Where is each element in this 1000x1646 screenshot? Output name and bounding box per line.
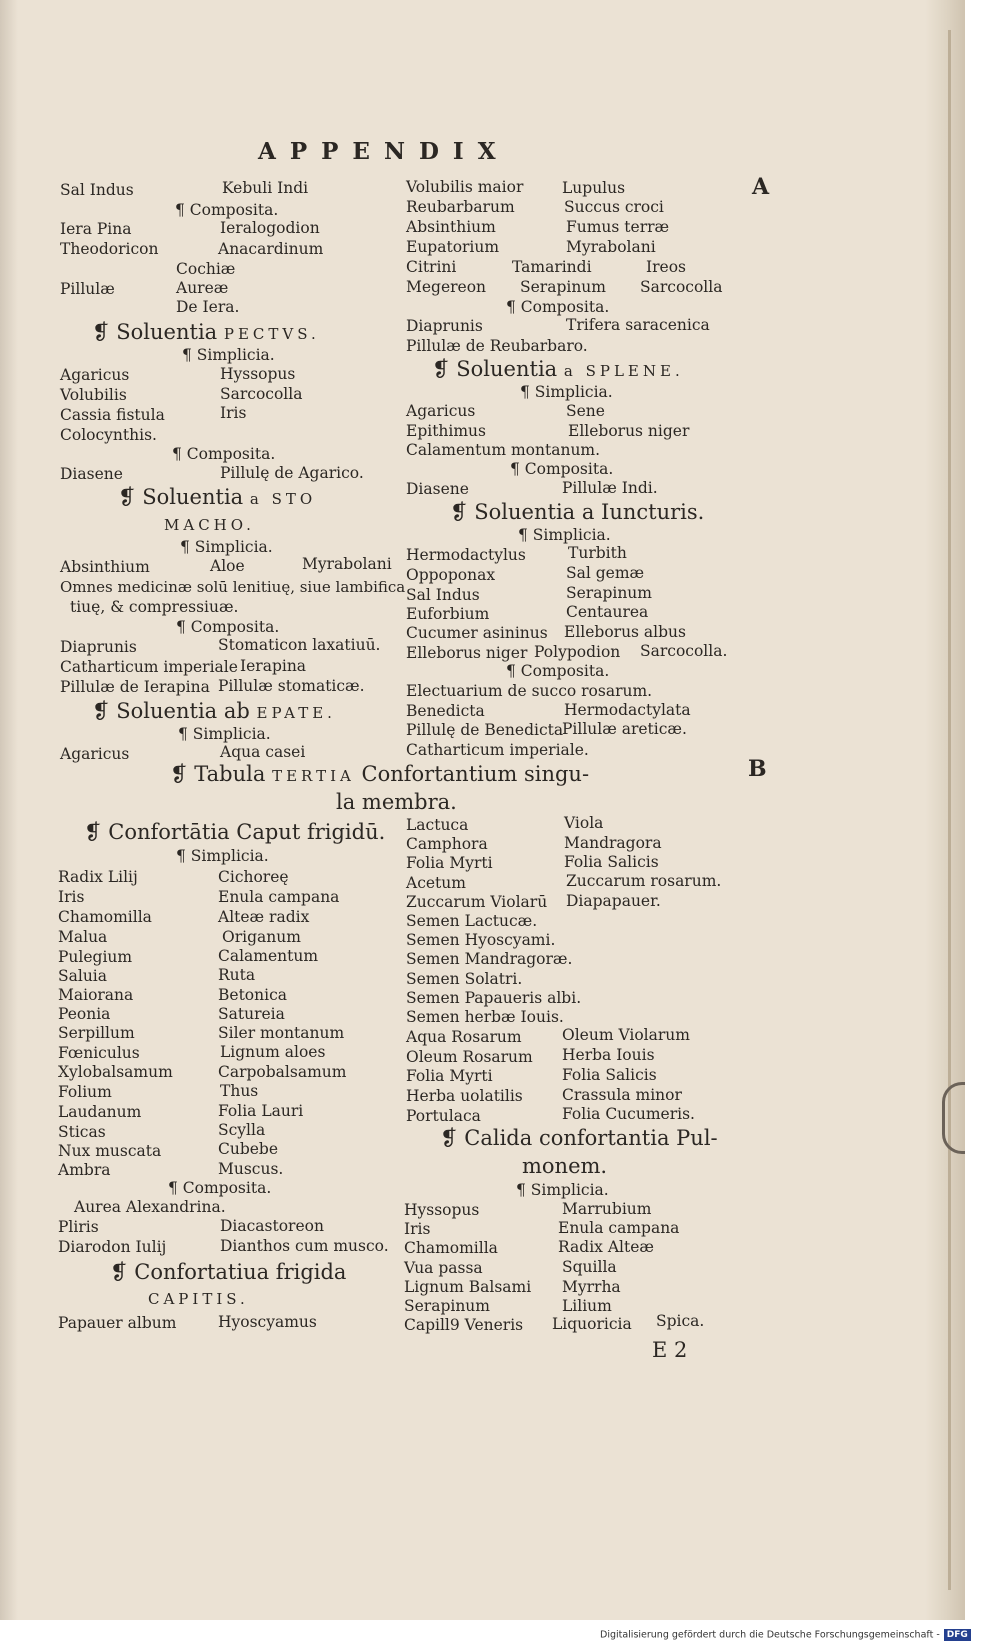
entry: Pillulæ stomaticæ. xyxy=(218,677,365,695)
subheading: ¶ Simplicia. xyxy=(516,1181,609,1199)
heading-smallcaps: a STO xyxy=(249,490,317,508)
entry: Calamentum montanum. xyxy=(406,441,601,459)
entry: Lupulus xyxy=(562,179,626,197)
footer-text: Digitalisierung gefördert durch die Deutsche Forschungsgemeinschaft - xyxy=(600,1629,940,1641)
entry: Sarcocolla xyxy=(640,278,723,296)
entry: Liquoricia xyxy=(552,1315,632,1333)
entry: Benedicta xyxy=(406,702,485,720)
entry: Lactuca xyxy=(406,816,469,834)
entry: Sene xyxy=(566,402,605,420)
entry: Reubarbarum xyxy=(406,198,515,216)
entry: Stomaticon laxatiuū. xyxy=(218,636,381,654)
entry: Chamomilla xyxy=(404,1239,498,1257)
entry: Semen Hyoscyami. xyxy=(406,931,556,949)
margin-letter-b: B xyxy=(748,756,767,782)
entry: Semen Mandragoræ. xyxy=(406,950,573,968)
entry: Catharticum imperiale. xyxy=(406,741,589,759)
entry: Cubebe xyxy=(218,1140,279,1158)
subheading: ¶ Composita. xyxy=(506,298,610,316)
entry: Nux muscata xyxy=(58,1142,162,1160)
entry: Tamarindi xyxy=(512,258,592,276)
entry: Polypodion xyxy=(534,643,621,661)
text-line: Omnes medicinæ solū lenitiuę, siue lambifica xyxy=(60,578,406,596)
entry: Mandragora xyxy=(564,834,662,852)
entry: Sal gemæ xyxy=(566,564,645,582)
entry: Pillulæ Indi. xyxy=(562,479,658,497)
entry: Cucumer asininus xyxy=(406,624,548,642)
entry: Eupatorium xyxy=(406,238,500,256)
entry: Aqua casei xyxy=(220,743,306,761)
entry: Pillulę de Agarico. xyxy=(220,464,364,482)
entry: Vua passa xyxy=(404,1259,483,1277)
text-line: tiuę, & compressiuæ. xyxy=(70,598,239,616)
tabula-heading-continuation: la membra. xyxy=(336,790,457,814)
subheading: ¶ Composita. xyxy=(172,445,276,463)
entry: Hyoscyamus xyxy=(218,1313,317,1331)
entry: Xylobalsamum xyxy=(58,1063,173,1081)
entry: Semen herbæ Iouis. xyxy=(406,1008,564,1026)
entry: Alteæ radix xyxy=(218,908,310,926)
entry: Peonia xyxy=(58,1005,111,1023)
entry: De Iera. xyxy=(176,298,240,316)
entry: Volubilis maior xyxy=(406,178,524,196)
heading-text: Soluentia ab xyxy=(116,699,250,723)
entry: Myrabolani xyxy=(566,238,656,256)
entry: Fumus terræ xyxy=(566,218,670,236)
entry: Ruta xyxy=(218,966,256,984)
entry: Maiorana xyxy=(58,986,134,1004)
entry: Pillulæ de Ierapina xyxy=(60,678,210,696)
heading-text: Confortatiua frigida xyxy=(134,1260,347,1284)
entry: Sal Indus xyxy=(60,181,134,199)
page-edge xyxy=(925,0,965,1620)
entry: Aurea Alexandrina. xyxy=(74,1198,226,1216)
entry: Diarodon Iulij xyxy=(58,1238,167,1256)
heading-text: Calida confortantia Pul- xyxy=(464,1126,718,1150)
entry: Crassula minor xyxy=(562,1086,682,1104)
entry: Centaurea xyxy=(566,603,649,621)
entry: Ireos xyxy=(646,258,686,276)
page-spine-shadow xyxy=(0,0,18,1620)
entry: Thus xyxy=(220,1082,259,1100)
entry: Papauer album xyxy=(58,1314,177,1332)
entry: Epithimus xyxy=(406,422,486,440)
page-edge-line xyxy=(948,30,951,1590)
section-heading: ❡ Soluentia a STO xyxy=(118,485,317,509)
entry: Zuccarum Violarū xyxy=(406,893,548,911)
section-heading: ❡ Confortatiua frigida xyxy=(110,1260,347,1284)
entry: Trifera saracenica xyxy=(566,316,710,334)
entry: Iris xyxy=(404,1220,431,1238)
margin-letter-a: A xyxy=(752,174,770,200)
entry: Agaricus xyxy=(406,402,476,420)
entry: Hyssopus xyxy=(220,365,296,383)
entry: Serapinum xyxy=(520,278,606,296)
entry: Satureia xyxy=(218,1005,285,1023)
entry: Saluia xyxy=(58,967,107,985)
entry: Fœniculus xyxy=(58,1044,140,1062)
subheading: ¶ Composita. xyxy=(506,662,610,680)
heading-smallcaps: a SPLENE. xyxy=(563,362,684,380)
entry: Herba Iouis xyxy=(562,1046,655,1064)
subheading: ¶ Composita. xyxy=(168,1179,272,1197)
subheading: ¶ Composita. xyxy=(175,201,279,219)
subheading: ¶ Simplicia. xyxy=(518,526,611,544)
entry: Squilla xyxy=(562,1258,617,1276)
entry: Megereon xyxy=(406,278,487,296)
entry: Viola xyxy=(564,814,604,832)
heading-continuation: MACHO. xyxy=(164,516,255,534)
running-header: APPENDIX xyxy=(258,138,510,165)
entry: Folia Cucumeris. xyxy=(562,1105,695,1123)
entry: Myrabolani xyxy=(302,555,392,573)
entry: Diasene xyxy=(406,480,469,498)
entry: Myrrha xyxy=(562,1278,621,1296)
entry: Electuarium de succo rosarum. xyxy=(406,682,653,700)
entry: Euforbium xyxy=(406,605,490,623)
entry: Diacastoreon xyxy=(220,1217,324,1235)
entry: Portulaca xyxy=(406,1107,481,1125)
entry: Radix Alteæ xyxy=(558,1238,654,1256)
entry: Marrubium xyxy=(562,1200,652,1218)
entry: Semen Solatri. xyxy=(406,970,523,988)
entry: Sticas xyxy=(58,1123,106,1141)
section-heading: ❡ Confortātia Caput frigidū. xyxy=(84,820,386,844)
entry: Diaprunis xyxy=(406,317,483,335)
entry: Radix Lilij xyxy=(58,868,138,886)
entry: Catharticum imperiale xyxy=(60,658,238,676)
entry: Camphora xyxy=(406,835,488,853)
section-heading: ❡ Soluentia a SPLENE. xyxy=(432,357,684,381)
tabula-word: Tabula xyxy=(194,762,266,786)
heading-text: Confortātia Caput frigidū. xyxy=(108,820,386,844)
entry: Hermodactylus xyxy=(406,546,526,564)
entry: Enula campana xyxy=(558,1219,680,1237)
entry: Folia Myrti xyxy=(406,854,493,872)
entry: Carpobalsamum xyxy=(218,1063,347,1081)
entry: Muscus. xyxy=(218,1160,284,1178)
entry: Theodoricon xyxy=(60,240,159,258)
entry: Agaricus xyxy=(60,745,130,763)
subheading: ¶ Composita. xyxy=(510,460,614,478)
entry: Elleborus niger xyxy=(406,644,528,662)
entry: Pillulæ areticæ. xyxy=(562,720,687,738)
entry: Iris xyxy=(58,888,85,906)
entry: Siler montanum xyxy=(218,1024,345,1042)
entry: Lignum aloes xyxy=(220,1043,326,1061)
entry: Dianthos cum musco. xyxy=(220,1237,389,1255)
entry: Oleum Violarum xyxy=(562,1026,690,1044)
entry: Scylla xyxy=(218,1121,266,1139)
entry: Folia Salicis xyxy=(562,1066,657,1084)
entry: Pliris xyxy=(58,1218,99,1236)
entry: Ambra xyxy=(58,1161,111,1179)
entry: Ierapina xyxy=(240,657,307,675)
entry: Aloe xyxy=(210,557,245,575)
entry: Capill9 Veneris xyxy=(404,1316,524,1334)
entry: Calamentum xyxy=(218,947,319,965)
entry: Spica. xyxy=(656,1312,705,1330)
entry: Absinthium xyxy=(406,218,496,236)
subheading: ¶ Simplicia. xyxy=(182,346,275,364)
heading-text: Soluentia xyxy=(456,357,558,381)
entry: Pillulę de Benedicta xyxy=(406,721,564,739)
entry: Origanum xyxy=(222,928,301,946)
entry: Cassia fistula xyxy=(60,406,165,424)
entry: Semen Papaueris albi. xyxy=(406,989,582,1007)
entry: Turbith xyxy=(568,544,627,562)
tabula-number: TERTIA xyxy=(272,767,355,785)
entry: Herba uolatilis xyxy=(406,1087,523,1105)
entry: Agaricus xyxy=(60,366,130,384)
entry: Serpillum xyxy=(58,1024,135,1042)
section-heading: ❡ Soluentia PECTVS. xyxy=(92,320,320,344)
entry: Hermodactylata xyxy=(564,701,691,719)
entry: Folia Myrti xyxy=(406,1067,493,1085)
entry: Serapinum xyxy=(404,1297,490,1315)
entry: Iera Pina xyxy=(60,220,132,238)
section-heading: ❡ Soluentia a Iuncturis. xyxy=(450,500,705,524)
entry: Diasene xyxy=(60,465,123,483)
entry: Folium xyxy=(58,1083,112,1101)
entry: Folia Lauri xyxy=(218,1102,304,1120)
section-heading: ❡ Soluentia ab EPATE. xyxy=(92,699,336,723)
entry: Volubilis xyxy=(60,386,127,404)
entry: Citrini xyxy=(406,258,457,276)
entry: Sal Indus xyxy=(406,586,480,604)
entry: Anacardinum xyxy=(218,240,324,258)
subheading: ¶ Simplicia. xyxy=(520,383,613,401)
section-heading: ❡ Calida confortantia Pul- xyxy=(440,1126,718,1150)
entry: Iris xyxy=(220,404,247,422)
entry: Lignum Balsami xyxy=(404,1278,532,1296)
entry: Aureæ xyxy=(176,279,229,297)
entry: Diaprunis xyxy=(60,638,137,656)
entry: Cichoreę xyxy=(218,868,289,886)
subheading: ¶ Simplicia. xyxy=(178,725,271,743)
heading-smallcaps: PECTVS. xyxy=(223,325,320,343)
entry: Acetum xyxy=(406,874,466,892)
entry: Oppoponax xyxy=(406,566,496,584)
entry: Absinthium xyxy=(60,558,150,576)
entry: Diapapauer. xyxy=(566,892,661,910)
entry: Sarcocolla xyxy=(220,385,303,403)
entry: Malua xyxy=(58,928,108,946)
entry: Laudanum xyxy=(58,1103,142,1121)
entry: Enula campana xyxy=(218,888,340,906)
heading-text: Soluentia xyxy=(116,320,218,344)
entry: Lilium xyxy=(562,1297,612,1315)
entry: Elleborus niger xyxy=(568,422,690,440)
heading-continuation: monem. xyxy=(522,1154,608,1178)
entry: Ieralogodion xyxy=(220,219,320,237)
entry: Folia Salicis xyxy=(564,853,659,871)
heading-text: Soluentia a Iuncturis. xyxy=(474,500,705,524)
entry: Semen Lactucæ. xyxy=(406,912,538,930)
entry: Pillulæ de Reubarbaro. xyxy=(406,337,588,355)
dfg-logo: DFG xyxy=(944,1629,971,1641)
entry: Elleborus albus xyxy=(564,623,686,641)
entry: Kebuli Indi xyxy=(222,179,309,197)
entry: Hyssopus xyxy=(404,1201,480,1219)
heading-continuation: CAPITIS. xyxy=(148,1290,249,1308)
entry: Serapinum xyxy=(566,584,652,602)
heading-smallcaps: EPATE. xyxy=(256,704,336,722)
entry: Chamomilla xyxy=(58,908,152,926)
tabula-title: Confortantium singu- xyxy=(361,762,590,786)
entry: Succus croci xyxy=(564,198,664,216)
bracket-mark xyxy=(942,1082,965,1154)
entry: Colocynthis. xyxy=(60,426,157,444)
heading-text: Soluentia xyxy=(142,485,244,509)
entry: Pillulæ xyxy=(60,280,115,298)
entry: Oleum Rosarum xyxy=(406,1048,533,1066)
tabula-heading: ❡ Tabula TERTIA Confortantium singu- xyxy=(170,762,590,786)
subheading: ¶ Simplicia. xyxy=(176,847,269,865)
entry: Zuccarum rosarum. xyxy=(566,872,722,890)
digitization-footer xyxy=(600,1629,968,1643)
entry: Pulegium xyxy=(58,948,133,966)
subheading: ¶ Simplicia. xyxy=(180,538,273,556)
entry: Sarcocolla. xyxy=(640,642,728,660)
entry: Betonica xyxy=(218,986,287,1004)
subheading: ¶ Composita. xyxy=(176,618,280,636)
signature-mark: E 2 xyxy=(652,1338,688,1362)
entry: Cochiæ xyxy=(176,260,236,278)
entry: Aqua Rosarum xyxy=(406,1028,522,1046)
